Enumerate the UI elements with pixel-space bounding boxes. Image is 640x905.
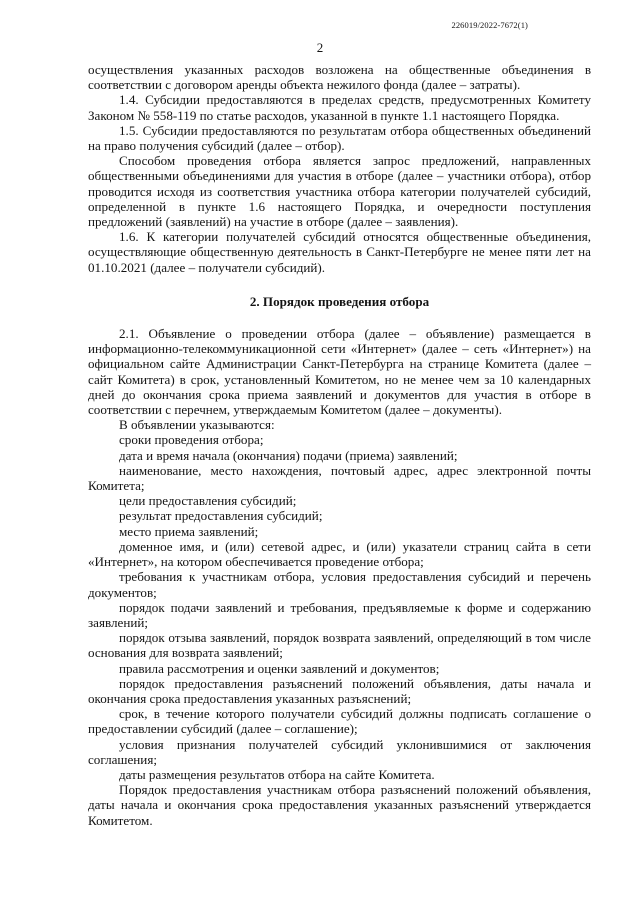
list-item: порядок предоставления разъяснений положений объявления, даты начала и окончания срока предоставления указанных разъяснений; [88,675,591,706]
list-item: срок, в течение которого получатели субсидий должны подписать соглашение о предоставлении субсидий (далее – соглашение); [88,706,591,737]
list-item: место приема заявлений; [119,523,259,539]
paragraph-1-6: 1.6. К категории получателей субсидий относятся общественные объединения, осуществляющие общественную деятельность в Санкт-Петербурге не менее пяти лет на 01.10.2021 (далее – получатели субсидий). [88,229,591,275]
page-number: 2 [316,40,324,55]
document-id: 226019/2022-7672(1) [451,20,528,30]
paragraph-continuation: осуществления указанных расходов возложена на общественные объединения в соответствии с договором аренды объекта нежилого фонда (далее – затраты). [88,62,591,93]
list-item: дата и время начала (окончания) подачи (приема) заявлений; [119,447,458,463]
section-2-title: 2. Порядок проведения отбора [249,293,430,309]
paragraph-1-4: 1.4. Субсидии предоставляются в пределах средств, предусмотренных Комитету Законом № 558-119 по статье расходов, указанной в пункте 1.1 настоящего Порядка. [88,92,591,123]
list-item: цели предоставления субсидий; [119,493,297,509]
list-item: сроки проведения отбора; [119,432,264,448]
list-item: требования к участникам отбора, условия предоставления субсидий и перечень документов; [88,569,591,600]
paragraph-final: Порядок предоставления участникам отбора разъяснений положений объявления, даты начала и окончания срока предоставления указанных разъяснений утверждается Комитетом. [88,782,591,828]
paragraph-selection-method: Способом проведения отбора является запрос предложений, направленных общественными объединениями для участия в отборе (далее – участники отбора), отбор проводится исходя из соответствия участника отбора категории получателей субсидий, определенной в пункте 1.6 настоящего Порядка, и очередности поступления предложений (заявлений) на участие в отборе (далее – заявления). [88,153,591,230]
list-item: правила рассмотрения и оценки заявлений и документов; [119,660,440,676]
list-item: порядок подачи заявлений и требования, предъявляемые к форме и содержанию заявлений; [88,599,591,630]
list-item: порядок отзыва заявлений, порядок возврата заявлений, определяющий в том числе основания для возврата заявлений; [88,630,591,661]
paragraph-1-5: 1.5. Субсидии предоставляются по результатам отбора общественных объединений на право получения субсидий (далее – отбор). [88,122,591,154]
list-item: даты размещения результатов отбора на сайте Комитета. [119,766,435,782]
paragraph-2-1: 2.1. Объявление о проведении отбора (далее – объявление) размещается в информационно-телекоммуникационной сети «Интернет» (далее – сеть «Интернет») на официальном сайте Администрации Санкт-Петербурга на странице Комитета (далее – сайт Комитета) в срок, установленный Комитетом, но не менее чем за 10 календарных дней до окончания срока приема заявлений и документов для участия в отборе в соответствии с перечнем, утверждаемым Комитетом (далее – документы). [88,326,591,418]
list-item: доменное имя, и (или) сетевой адрес, и (или) указатели страниц сайта в сети «Интернет», на котором обеспечивается проведение отбора; [88,538,591,570]
list-item: наименование, место нахождения, почтовый адрес, адрес электронной почты Комитета; [88,462,591,494]
list-intro: В объявлении указываются: [119,417,275,433]
list-item: условия признания получателей субсидий уклонившимися от заключения соглашения; [88,736,591,767]
list-item: результат предоставления субсидий; [119,508,323,524]
document-body [88,62,591,828]
